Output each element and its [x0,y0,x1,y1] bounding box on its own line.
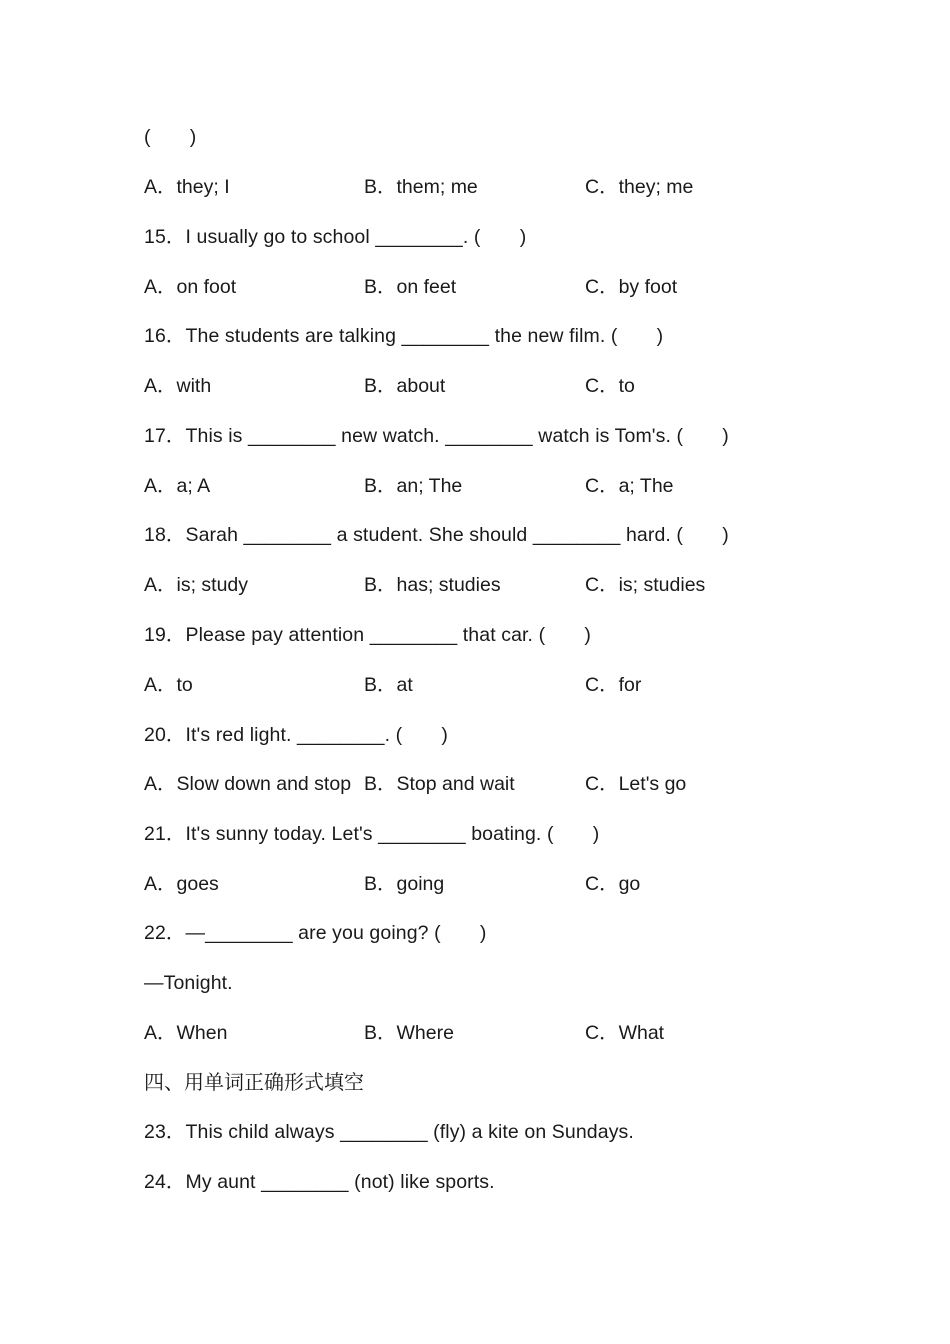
q20-option-b: B．Stop and wait [364,773,515,795]
q14-option-b: B．them; me [364,176,478,198]
section-four-heading: 四、用单词正确形式填空 [144,1070,364,1094]
q19-option-c: C．for [585,674,642,696]
q22-reply: —Tonight. [144,972,233,994]
q16-stem: 16．The students are talking ________ the new film. ( ) [144,325,664,347]
q14-option-a: A．they; I [144,176,230,198]
q22-option-c: C．What [585,1022,665,1044]
q22-stem: 22．—________ are you going? ( ) [144,922,487,944]
q19-option-a: A．to [144,674,193,696]
q23-stem: 23．This child always ________ (fly) a kite on Sundays. [144,1121,634,1143]
q17-stem: 17．This is ________ new watch. ________ watch is Tom's. ( ) [144,425,729,447]
q14-answer-bracket: ( ) [144,126,197,148]
q15-option-a: A．on foot [144,276,237,298]
q22-option-b: B．Where [364,1022,454,1044]
q19-option-b: B．at [364,674,413,696]
q20-option-a: A．Slow down and stop [144,773,352,795]
q20-option-c: C．Let's go [585,773,687,795]
q18-stem: 18．Sarah ________ a student. She should ________ hard. ( ) [144,524,729,546]
q21-stem: 21．It's sunny today. Let's ________ boating. ( ) [144,823,600,845]
q16-option-c: C．to [585,375,635,397]
q17-option-c: C．a; The [585,475,674,497]
q15-stem: 15．I usually go to school ________. ( ) [144,226,527,248]
q15-option-b: B．on feet [364,276,457,298]
q17-option-b: B．an; The [364,475,463,497]
q21-option-a: A．goes [144,873,219,895]
q21-option-b: B．going [364,873,445,895]
q17-option-a: A．a; A [144,475,211,497]
q21-option-c: C．go [585,873,641,895]
q18-option-b: B．has; studies [364,574,501,596]
q14-option-c: C．they; me [585,176,694,198]
q22-option-a: A．When [144,1022,228,1044]
q18-option-a: A．is; study [144,574,249,596]
q20-stem: 20．It's red light. ________. ( ) [144,724,449,746]
q15-option-c: C．by foot [585,276,678,298]
q16-option-a: A．with [144,375,212,397]
q18-option-c: C．is; studies [585,574,706,596]
q24-stem: 24．My aunt ________ (not) like sports. [144,1171,495,1193]
q16-option-b: B．about [364,375,446,397]
q19-stem: 19．Please pay attention ________ that car. ( ) [144,624,591,646]
